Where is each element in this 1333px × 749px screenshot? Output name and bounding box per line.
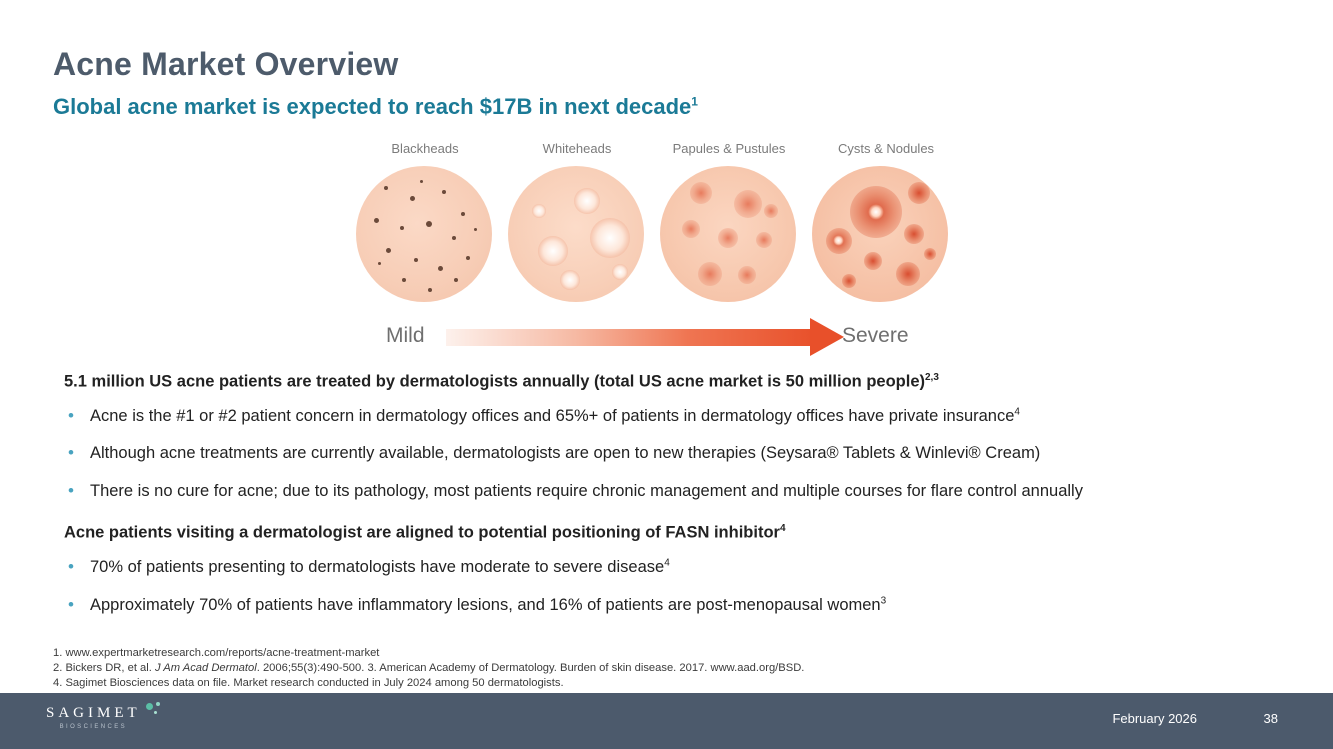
severity-arrow-bar <box>446 329 818 346</box>
bullet-list-1 <box>64 406 1294 502</box>
bullet-text: Although acne treatments are currently available, dermatologists are open to new therapies (Seysara® Tablets & Winlevi® Cream) <box>90 444 1041 463</box>
footer-date: February 2026 <box>1112 711 1197 726</box>
footnote-line-1: 1. www.expertmarketresearch.com/reports/acne-treatment-market <box>53 647 380 659</box>
severity-label-mild: Mild <box>386 324 425 347</box>
image-blackheads <box>356 166 492 302</box>
footnote-2-journal: J Am Acad Dermatol <box>154 662 257 675</box>
slide-body <box>64 372 1294 632</box>
list-item <box>64 443 1294 464</box>
severity-label-severe: Severe <box>842 324 909 347</box>
bullet-footnote-ref: 3 <box>880 595 887 606</box>
list-item <box>64 406 1294 427</box>
severity-arrow-head-icon <box>810 318 844 356</box>
logo-dots-icon <box>132 702 162 718</box>
page-subtitle <box>53 94 698 120</box>
figure-captions <box>350 138 970 160</box>
bullet-list-2 <box>64 557 1294 615</box>
lead-statement-1 <box>64 372 1294 392</box>
lead-1-text: 5.1 million US acne patients are treated by dermatologists annually (total US acne market is 50 million people) <box>64 372 925 391</box>
logo-wordmark: SAGIMET <box>46 705 141 721</box>
logo-tagline: BIOSCIENCES <box>59 724 128 730</box>
lead-statement-2 <box>64 523 1294 543</box>
list-item <box>64 595 1294 616</box>
page-title: Acne Market Overview <box>53 46 399 82</box>
bullet-footnote-ref: 4 <box>1014 406 1020 417</box>
bullet-text: Acne is the #1 or #2 patient concern in dermatology offices and 65%+ of patients in dermatology offices have private insurance <box>90 406 1015 425</box>
list-item <box>64 557 1294 578</box>
bullet-text: Approximately 70% of patients have inflammatory lesions, and 16% of patients are post-menopausal women <box>90 595 881 614</box>
lead-2-footnote-ref: 4 <box>779 523 786 535</box>
subtitle-footnote-ref: 1 <box>691 94 698 109</box>
bullet-text: 70% of patients presenting to dermatologists have moderate to severe disease <box>90 557 665 576</box>
footer-page-number: 38 <box>1263 711 1278 726</box>
image-whiteheads <box>508 166 644 302</box>
caption-papules-pustules: Papules & Pustules <box>672 141 786 156</box>
image-papules-pustules <box>660 166 796 302</box>
footnote-2-prefix: 2. Bickers DR, et al. <box>53 662 155 675</box>
footnote-line-2 <box>53 661 1153 676</box>
company-logo <box>46 705 141 730</box>
image-cysts-nodules <box>812 166 948 302</box>
caption-blackheads: Blackheads <box>391 141 459 156</box>
caption-cysts-nodules: Cysts & Nodules <box>837 141 935 156</box>
severity-scale <box>380 315 940 363</box>
footnotes <box>53 646 1153 691</box>
subtitle-text: Global acne market is expected to reach $17B in next decade <box>53 94 692 119</box>
footnote-2-suffix: . 2006;55(3):490-500. 3. American Academy of Dermatology. Burden of skin disease. 2017. www.aad.org/BSD. <box>256 662 805 675</box>
slide-footer <box>0 693 1333 749</box>
bullet-footnote-ref: 4 <box>664 557 670 569</box>
lead-2-text: Acne patients visiting a dermatologist are aligned to potential positioning of FASN inhibitor <box>64 523 780 542</box>
list-item <box>64 481 1294 502</box>
lead-1-footnote-ref: 2,3 <box>925 372 939 383</box>
caption-whiteheads: Whiteheads <box>542 141 612 156</box>
footnote-line-3: 4. Sagimet Biosciences data on file. Market research conducted in July 2024 among 50 dermatologists. <box>53 677 564 690</box>
bullet-text: There is no cure for acne; due to its pathology, most patients require chronic management and multiple courses for flare control annually <box>90 481 1083 500</box>
